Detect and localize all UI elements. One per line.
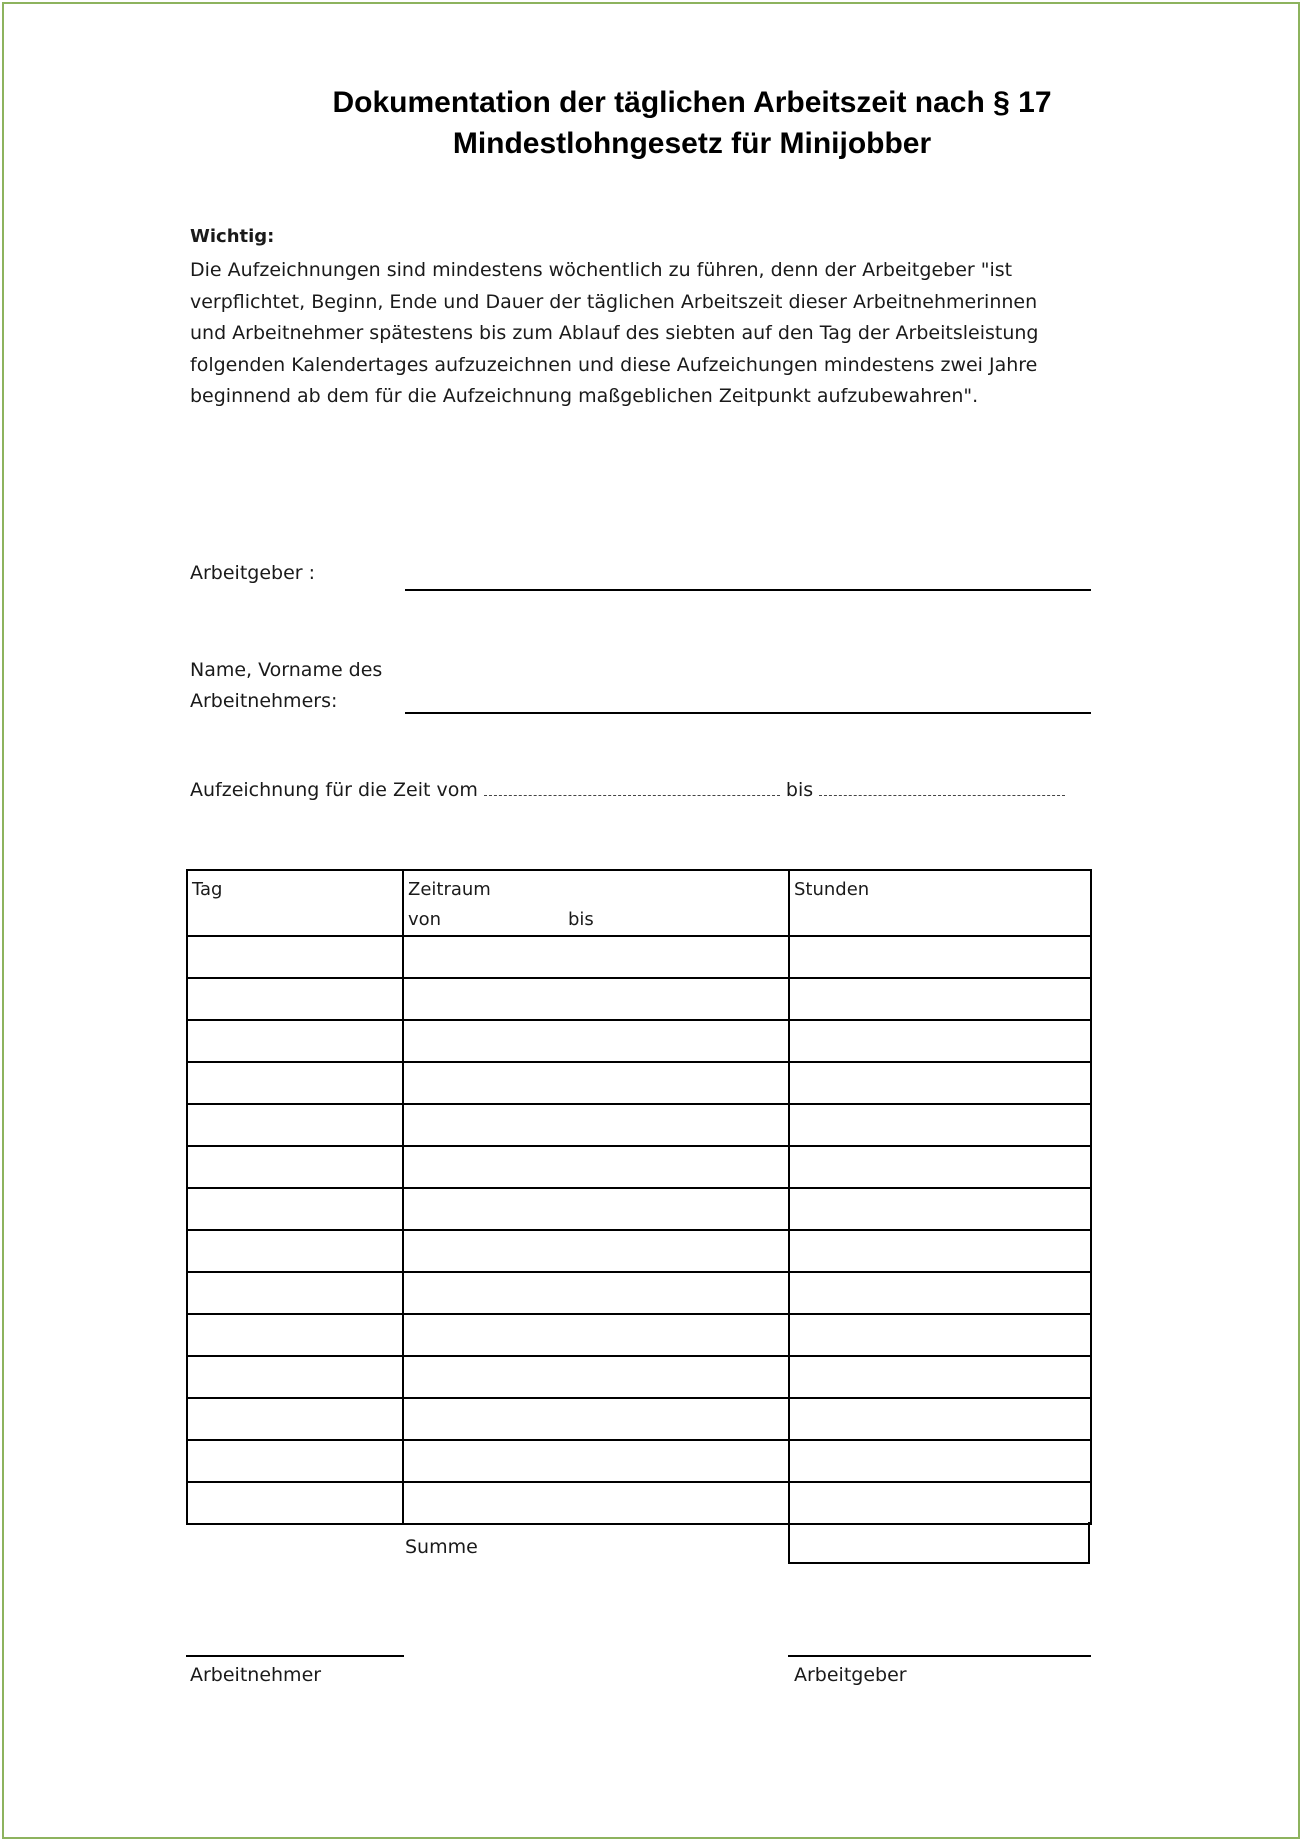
header-from: von	[408, 909, 442, 930]
sum-cell[interactable]	[788, 1522, 1090, 1564]
day-cell[interactable]	[187, 1146, 403, 1188]
hours-table	[186, 869, 1092, 1525]
hours-cell[interactable]	[789, 1146, 1091, 1188]
header-to: bis	[568, 909, 594, 930]
header-day-cell	[187, 870, 403, 936]
employee-input-line[interactable]	[405, 712, 1091, 714]
employee-label-line-1: Name, Vorname des	[190, 659, 383, 681]
day-cell[interactable]	[187, 1482, 403, 1524]
table-row	[187, 1440, 1091, 1482]
employer-input-line[interactable]	[405, 589, 1091, 591]
table-row	[187, 1104, 1091, 1146]
header-hours: Stunden	[794, 879, 870, 900]
day-cell[interactable]	[187, 1440, 403, 1482]
table-header-row	[187, 870, 1091, 936]
hours-cell[interactable]	[789, 1398, 1091, 1440]
table-row	[187, 978, 1091, 1020]
employer-label: Arbeitgeber :	[190, 562, 316, 584]
period-from-blank[interactable]	[484, 781, 780, 796]
title-line-1: Dokumentation der täglichen Arbeitszeit nach § 17	[332, 86, 1052, 119]
table-row	[187, 1020, 1091, 1062]
hours-cell[interactable]	[789, 1314, 1091, 1356]
period-cell[interactable]	[403, 978, 789, 1020]
title-line-2: Mindestlohngesetz für Minijobber	[452, 127, 932, 160]
period-row	[190, 779, 1071, 801]
sum-label: Summe	[405, 1536, 478, 1558]
period-cell[interactable]	[403, 936, 789, 978]
day-cell[interactable]	[187, 1356, 403, 1398]
header-period: Zeitraum	[408, 879, 491, 900]
day-cell[interactable]	[187, 936, 403, 978]
period-cell[interactable]	[403, 1230, 789, 1272]
period-cell[interactable]	[403, 1146, 789, 1188]
important-text: Die Aufzeichnungen sind mindestens wöchentlich zu führen, denn der Arbeitgeber "ist verpflichtet, Beginn, Ende und Dauer der täglichen Arbeitszeit dieser Arbeitnehmerinnen und Arbeitnehmer spätestens bis zum Ablauf des siebten auf den Tag der Arbeitsleistung folgenden Kalendertages aufzuzeichnen und diese Aufzeichungen mindestens zwei Jahre beginnend ab dem für die Aufzeichnung maßgeblichen Zeitpunkt aufzubewahren".	[190, 259, 1039, 407]
table-row	[187, 1356, 1091, 1398]
hours-cell[interactable]	[789, 1356, 1091, 1398]
table-row	[187, 1482, 1091, 1524]
period-cell[interactable]	[403, 1440, 789, 1482]
day-cell[interactable]	[187, 978, 403, 1020]
hours-cell[interactable]	[789, 1272, 1091, 1314]
employer-signature-line[interactable]	[788, 1655, 1091, 1657]
employee-signature-line[interactable]	[186, 1655, 404, 1657]
day-cell[interactable]	[187, 1020, 403, 1062]
table-row	[187, 1272, 1091, 1314]
day-cell[interactable]	[187, 1230, 403, 1272]
day-cell[interactable]	[187, 1272, 403, 1314]
hours-cell[interactable]	[789, 1062, 1091, 1104]
employee-signature-label: Arbeitnehmer	[190, 1664, 322, 1686]
hours-cell[interactable]	[789, 1230, 1091, 1272]
hours-cell[interactable]	[789, 1482, 1091, 1524]
day-cell[interactable]	[187, 1398, 403, 1440]
period-cell[interactable]	[403, 1356, 789, 1398]
period-cell[interactable]	[403, 1482, 789, 1524]
period-cell[interactable]	[403, 1272, 789, 1314]
header-day: Tag	[192, 879, 223, 900]
hours-cell[interactable]	[789, 1188, 1091, 1230]
table-row	[187, 1062, 1091, 1104]
table-row	[187, 1146, 1091, 1188]
table-row	[187, 936, 1091, 978]
period-to-label: bis	[785, 779, 814, 801]
period-cell[interactable]	[403, 1398, 789, 1440]
period-cell[interactable]	[403, 1062, 789, 1104]
table-row	[187, 1398, 1091, 1440]
period-to-blank[interactable]	[819, 781, 1065, 796]
important-heading: Wichtig:	[190, 226, 275, 247]
important-notice	[190, 226, 1070, 413]
hours-cell[interactable]	[789, 1440, 1091, 1482]
table-row	[187, 1230, 1091, 1272]
period-cell[interactable]	[403, 1104, 789, 1146]
hours-cell[interactable]	[789, 978, 1091, 1020]
day-cell[interactable]	[187, 1062, 403, 1104]
period-cell[interactable]	[403, 1314, 789, 1356]
hours-cell[interactable]	[789, 1020, 1091, 1062]
hours-cell[interactable]	[789, 936, 1091, 978]
hours-cell[interactable]	[789, 1104, 1091, 1146]
period-cell[interactable]	[403, 1020, 789, 1062]
day-cell[interactable]	[187, 1188, 403, 1230]
table-row	[187, 1314, 1091, 1356]
day-cell[interactable]	[187, 1104, 403, 1146]
document-title	[0, 82, 1304, 164]
table-row	[187, 1188, 1091, 1230]
header-period-cell	[403, 870, 789, 936]
period-label: Aufzeichnung für die Zeit vom	[190, 779, 478, 801]
header-hours-cell	[789, 870, 1091, 936]
day-cell[interactable]	[187, 1314, 403, 1356]
period-cell[interactable]	[403, 1188, 789, 1230]
employer-signature-label: Arbeitgeber	[794, 1664, 907, 1686]
employee-label-line-2: Arbeitnehmers:	[190, 690, 338, 712]
